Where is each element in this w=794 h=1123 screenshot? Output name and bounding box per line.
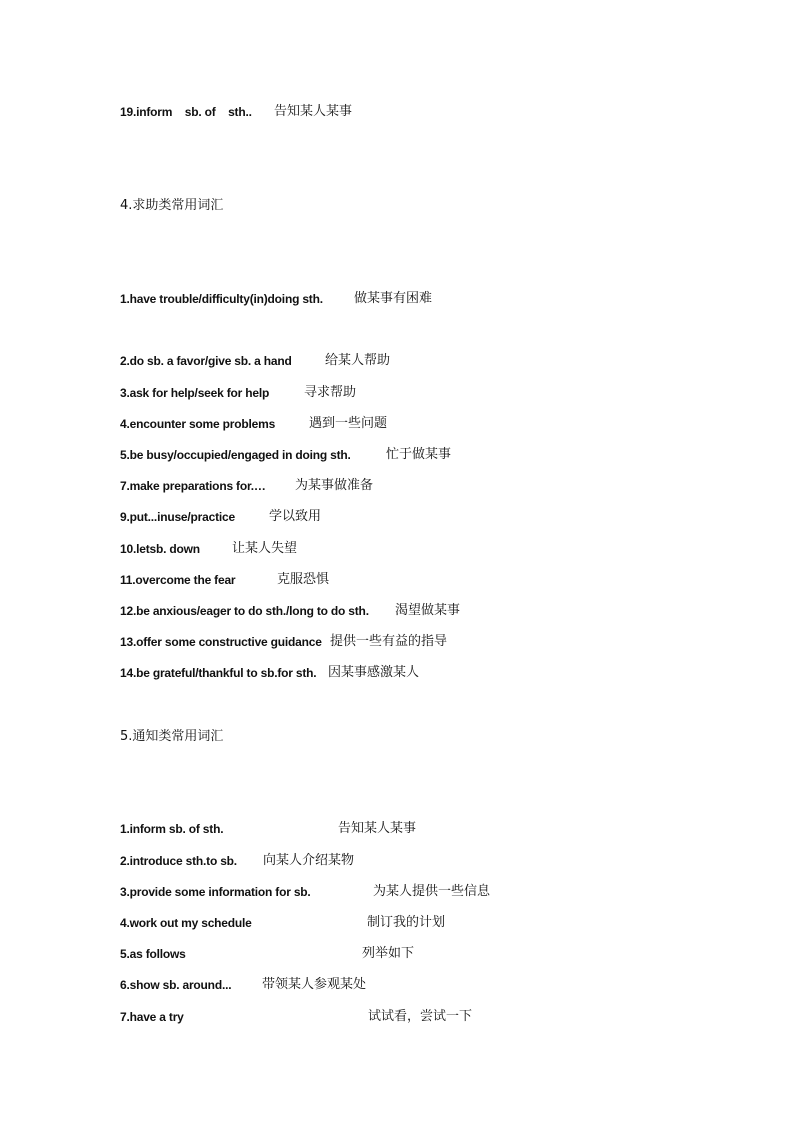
phrase-zh: 告知某人某事	[338, 821, 417, 836]
vocab-line	[120, 290, 433, 308]
phrase-zh: 为某人提供一些信息	[373, 884, 491, 899]
vocab-line	[120, 446, 452, 464]
vocab-line	[120, 602, 461, 620]
vocab-line	[120, 883, 491, 901]
phrase-zh: 让某人失望	[232, 541, 298, 556]
vocab-line	[120, 477, 374, 495]
vocab-line	[120, 384, 357, 402]
phrase-zh: 忙于做某事	[386, 447, 452, 462]
vocab-line	[120, 820, 417, 838]
phrase-zh: 提供一些有益的指导	[330, 634, 448, 649]
phrase-zh: 克服恐惧	[277, 572, 330, 587]
phrase-en: 10.letsb. down	[120, 542, 200, 556]
phrase-zh: 遇到一些问题	[309, 416, 388, 431]
phrase-zh: 试试看，尝试一下	[368, 1009, 473, 1024]
phrase-zh: 学以致用	[269, 509, 322, 524]
phrase-en: 6.show sb. around...	[120, 978, 232, 992]
phrase-zh: 渴望做某事	[395, 603, 461, 618]
vocab-line	[120, 852, 355, 870]
phrase-en: 12.be anxious/eager to do sth./long to do sth.	[120, 604, 369, 618]
phrase-zh: 因某事感激某人	[328, 665, 420, 680]
vocab-line	[120, 508, 322, 526]
vocab-line	[120, 976, 367, 994]
phrase-en: 19.inform sb. of sth..	[120, 105, 252, 119]
vocab-line	[120, 352, 391, 370]
phrase-en: 9.put...inuse/practice	[120, 510, 235, 524]
phrase-en: 4.work out my schedule	[120, 916, 252, 930]
phrase-en: 5.be busy/occupied/engaged in doing sth.	[120, 448, 351, 462]
vocab-line	[120, 1008, 473, 1026]
phrase-en: 3.ask for help/seek for help	[120, 386, 270, 400]
phrase-en: 7.make preparations for.…	[120, 479, 266, 493]
phrase-zh: 做某事有困难	[354, 291, 433, 306]
section-heading-help: 4.求助类常用词汇	[120, 198, 224, 213]
phrase-en: 3.provide some information for sb.	[120, 885, 311, 899]
vocab-line	[120, 664, 420, 682]
phrase-en: 1.have trouble/difficulty(in)doing sth.	[120, 292, 323, 306]
phrase-zh: 制订我的计划	[367, 915, 446, 930]
phrase-en: 2.do sb. a favor/give sb. a hand	[120, 354, 292, 368]
phrase-en: 4.encounter some problems	[120, 417, 276, 431]
vocab-line	[120, 945, 415, 963]
phrase-en: 7.have a try	[120, 1010, 184, 1024]
section-heading-notice: 5.通知类常用词汇	[120, 729, 224, 744]
phrase-en: 1.inform sb. of sth.	[120, 822, 224, 836]
vocab-line	[120, 540, 298, 558]
phrase-en: 13.offer some constructive guidance	[120, 635, 322, 649]
phrase-zh: 向某人介绍某物	[263, 853, 355, 868]
vocab-line	[120, 103, 353, 121]
vocab-line	[120, 914, 446, 932]
phrase-zh: 给某人帮助	[325, 353, 391, 368]
phrase-en: 5.as follows	[120, 947, 186, 961]
phrase-zh: 寻求帮助	[304, 385, 357, 400]
phrase-en: 14.be grateful/thankful to sb.for sth.	[120, 666, 317, 680]
vocab-line	[120, 571, 330, 589]
phrase-en: 2.introduce sth.to sb.	[120, 854, 237, 868]
vocab-line	[120, 415, 388, 433]
phrase-zh: 列举如下	[362, 946, 415, 961]
phrase-zh: 告知某人某事	[274, 104, 353, 119]
phrase-zh: 为某事做准备	[295, 478, 374, 493]
vocab-line	[120, 633, 448, 651]
phrase-zh: 带领某人参观某处	[262, 977, 367, 992]
phrase-en: 11.overcome the fear	[120, 573, 236, 587]
